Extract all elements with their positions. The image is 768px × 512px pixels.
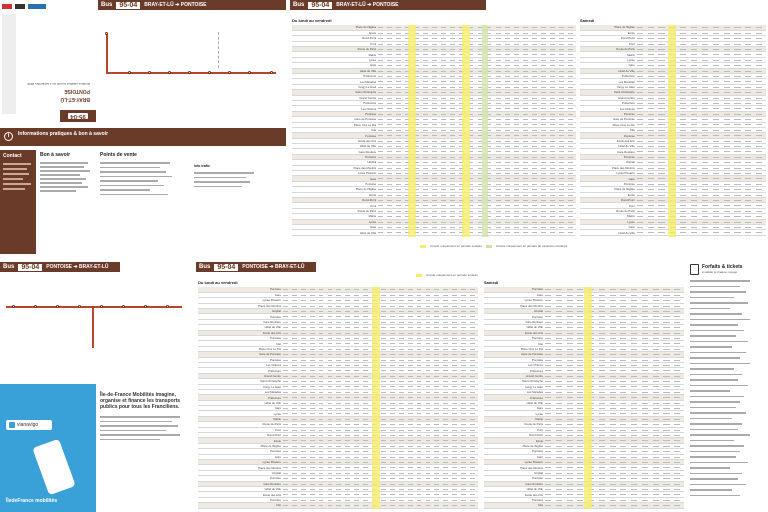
- stop-name: Lycée Pissarro: [198, 298, 282, 303]
- stop-name: Lycée: [484, 411, 544, 416]
- time-cell: [679, 230, 690, 235]
- stop-name: Gare: [198, 406, 282, 411]
- time-cell: [291, 503, 300, 508]
- cover-vertical-text: [2, 14, 16, 114]
- legend-holiday: Circule uniquement en période de vacances scolaires: [496, 244, 568, 248]
- phone-illustration: [32, 439, 75, 496]
- stop-name: Saint-Christophe: [292, 90, 377, 95]
- stop-name: Place Clos Le Roi: [198, 346, 282, 351]
- stop-name: Pontoise: [484, 314, 544, 319]
- timetable-header: [290, 0, 486, 10]
- stop-name: Hôpital: [484, 309, 544, 314]
- weekday-table: [292, 18, 576, 240]
- map-header: [98, 0, 286, 10]
- time-cell: [652, 503, 663, 508]
- time-cell: [531, 230, 540, 235]
- stop-name: Pont: [484, 427, 544, 432]
- bus-label: Bus: [293, 2, 305, 8]
- stop-name: Place des Moulins: [198, 465, 282, 470]
- time-cell: [433, 503, 442, 508]
- stop-name: Route de Paris: [484, 422, 544, 427]
- time-cell: [549, 230, 558, 235]
- stop-name: Pontoise: [580, 181, 636, 186]
- stop-name: Pontoise: [484, 336, 544, 341]
- forfaits-title: Forfaits & tickets: [702, 264, 743, 270]
- info-title-bar: [0, 128, 286, 146]
- stop-name: Rond-Point: [580, 198, 636, 203]
- stop-name: Lycée Pissarro: [198, 460, 282, 465]
- stop-name: Gare: [292, 176, 377, 181]
- stop-name: Gare: [580, 224, 636, 229]
- promo-blue-block: [0, 384, 96, 512]
- stop-name: Hôtel de Ville: [580, 144, 636, 149]
- stop-name: Pontoise: [484, 287, 544, 292]
- time-cell: [609, 503, 620, 508]
- time-cell: [630, 503, 641, 508]
- operator-logo: [2, 4, 12, 9]
- stop-name: Gare de Pontoise: [484, 352, 544, 357]
- stop-name: Hôtel de Ville: [484, 486, 544, 491]
- stop-name: Pontoise: [198, 314, 282, 319]
- time-cell: [442, 503, 451, 508]
- stop-name: Mairie: [292, 214, 377, 219]
- operator-logo: [15, 4, 25, 9]
- saturday-title: Samedi: [484, 280, 499, 285]
- stop-name: Place Clos Le Roi: [292, 122, 377, 127]
- time-cell: [309, 503, 318, 508]
- time-cell: [425, 503, 434, 508]
- stop-name: Place Clos Le Roi: [484, 346, 544, 351]
- points-title: Points de vente: [100, 152, 137, 158]
- time-cell: [300, 503, 309, 508]
- stop-name: Pontoise: [484, 449, 544, 454]
- stop-name: Ecole: [580, 30, 636, 35]
- stop-name: Lycée: [580, 219, 636, 224]
- forfaits-subtitle: à valider à chaque voyage: [702, 270, 738, 274]
- stop-name: Les Maradas: [198, 389, 282, 394]
- stop-name: Grand Centre: [292, 95, 377, 100]
- stop-name: Gare: [198, 454, 282, 459]
- time-cell: [380, 503, 389, 508]
- operator-logos: [2, 2, 52, 10]
- stop-name: Pontoise: [292, 111, 377, 116]
- time-cell: [567, 230, 576, 235]
- idfm-logo: ÎledeFrance mobilités: [6, 498, 58, 504]
- time-cell: [662, 503, 673, 508]
- weekday-table: [198, 280, 478, 510]
- stop-name: Hôtel de Ville: [198, 486, 282, 491]
- stop-name: Rond-Point: [484, 433, 544, 438]
- time-cell: [377, 230, 386, 235]
- weekday-title: Du lundi au vendredi: [292, 18, 332, 23]
- stop-name: Ecole des Arts: [198, 492, 282, 497]
- stop-name: Rond-Point: [198, 433, 282, 438]
- table-row: [292, 230, 576, 235]
- stop-name: Pontoise: [484, 497, 544, 502]
- table-row: [198, 503, 478, 508]
- stop-name: Pont: [198, 427, 282, 432]
- time-cell: [422, 230, 431, 235]
- stop-name: Grand Centre: [580, 95, 636, 100]
- stop-name: Préfecture: [292, 74, 377, 79]
- stop-name: Saint-Christophe: [484, 379, 544, 384]
- stop-name: Hôtel de Ville: [484, 400, 544, 405]
- stop-name: Préfecture: [580, 100, 636, 105]
- weekday-title: Du lundi au vendredi: [198, 280, 238, 285]
- time-cell: [673, 503, 684, 508]
- time-cell: [755, 230, 766, 235]
- line-badge: 95-04: [116, 2, 140, 9]
- stop-name: Pontoise: [580, 154, 636, 159]
- time-cell: [566, 503, 577, 508]
- time-cell: [712, 230, 723, 235]
- ticket-icon: [690, 264, 699, 275]
- operator-logo: [28, 4, 46, 9]
- stop-name: Place des Moulins: [580, 165, 636, 170]
- time-cell: [449, 230, 458, 235]
- stop-name: Grand Centre: [198, 373, 282, 378]
- stop-name: Grand Centre: [484, 373, 544, 378]
- time-cell: [469, 503, 478, 508]
- info-icon: i: [4, 132, 13, 141]
- stop-name: Pontoise: [198, 449, 282, 454]
- promo-panel: [0, 384, 190, 512]
- line-badge: 95-04: [308, 2, 332, 9]
- direction-label: BRAY-ET-LÛ ➔ PONTOISE: [144, 2, 207, 8]
- stop-name: Ecole: [292, 30, 377, 35]
- stop-name: Les Maradas: [484, 389, 544, 394]
- stop-name: Gare Routière: [484, 481, 544, 486]
- vianavigo-badge: [6, 420, 52, 430]
- time-cell: [407, 503, 416, 508]
- cover-line-badge: 95-04: [70, 113, 86, 119]
- stop-name: Pontoise: [198, 357, 282, 362]
- trafic-column: [194, 164, 284, 254]
- time-cell: [386, 230, 395, 235]
- stop-name: Pontoise: [580, 111, 636, 116]
- time-cell: [540, 230, 549, 235]
- time-cell: [657, 230, 668, 235]
- time-cell: [495, 230, 504, 235]
- points-column: [100, 152, 190, 252]
- direction-label: BRAY-ET-LÛ ➔ PONTOISE: [336, 2, 399, 8]
- stop-name: Mairie: [292, 52, 377, 57]
- stop-name: Place des Moulins: [198, 303, 282, 308]
- stop-name: Place des Moulins: [292, 165, 377, 170]
- stop-name: Préfecture: [484, 395, 544, 400]
- stop-name: Gare Routière: [198, 481, 282, 486]
- time-cell: [701, 230, 712, 235]
- stop-name: Place des Moulins: [484, 303, 544, 308]
- legend-school: Circule uniquement en période scolaire: [426, 273, 479, 277]
- stop-name: Gare: [484, 454, 544, 459]
- stop-name: Place de l'Eglise: [484, 443, 544, 448]
- legend-inbound: [416, 273, 478, 277]
- time-cell: [335, 503, 344, 508]
- contact-lines: [3, 163, 33, 190]
- weekday-timetable: [198, 287, 478, 509]
- stop-name: Route de Paris: [198, 422, 282, 427]
- stop-name: Ecole des Arts: [484, 492, 544, 497]
- time-cell: [690, 230, 701, 235]
- stop-name: Hôtel de Ville: [580, 230, 636, 235]
- time-cell: [647, 230, 658, 235]
- stop-name: Gare de Pontoise: [580, 117, 636, 122]
- map-panel-inbound: [0, 262, 190, 380]
- contact-title: Contact: [3, 153, 22, 159]
- timetable-header: [196, 262, 316, 272]
- stop-name: Lycée: [292, 57, 377, 62]
- stop-name: Pont: [292, 203, 377, 208]
- stop-name: Pont: [580, 203, 636, 208]
- stop-name: Pontoise: [484, 476, 544, 481]
- stop-name: Lycée: [580, 57, 636, 62]
- stop-name: Mairie: [580, 214, 636, 219]
- stop-name: Pontoise: [198, 497, 282, 502]
- stop-name: Hôpital: [198, 470, 282, 475]
- stop-name: Ecole des Arts: [484, 330, 544, 335]
- vianavigo-icon: [9, 422, 15, 428]
- time-cell: [744, 230, 755, 235]
- stop-name: Gare: [484, 292, 544, 297]
- stop-name: Lycée: [292, 219, 377, 224]
- stop-name: Pontoise: [484, 357, 544, 362]
- stop-name: Cergy Le Haut: [198, 384, 282, 389]
- stop-name: Rond-Point: [292, 198, 377, 203]
- stop-name: Place de l'Eglise: [580, 25, 636, 30]
- time-cell: [362, 503, 371, 508]
- saturday-table: [580, 18, 766, 240]
- cover-title-block: [18, 60, 94, 106]
- stop-name: Lycée: [198, 411, 282, 416]
- time-cell: [440, 230, 449, 235]
- contact-column: [0, 150, 36, 254]
- time-cell: [460, 503, 469, 508]
- cover-line-tab: [60, 110, 96, 122]
- bon-column: [40, 152, 96, 252]
- stop-name: Gare: [198, 292, 282, 297]
- stop-name: Saint-Christophe: [580, 90, 636, 95]
- stop-name: Préfecture: [292, 100, 377, 105]
- stop-name: Pontoise: [198, 336, 282, 341]
- stop-name: Place des Moulins: [484, 465, 544, 470]
- stop-name: Gare: [292, 224, 377, 229]
- time-cell: [619, 503, 630, 508]
- stop-name: Hôpital: [198, 309, 282, 314]
- stop-name: Lycée Pissarro: [484, 460, 544, 465]
- stop-name: Pontoise: [292, 181, 377, 186]
- time-cell: [641, 503, 652, 508]
- stop-name: Place de l'Eglise: [292, 187, 377, 192]
- time-cell: [723, 230, 734, 235]
- stop-name: Les Chênes: [484, 362, 544, 367]
- stop-name: Gare Routière: [198, 319, 282, 324]
- saturday-table: [484, 280, 684, 510]
- time-cell: [395, 230, 404, 235]
- stop-name: Pontoise: [198, 476, 282, 481]
- stop-name: Place Clos Le Roi: [580, 122, 636, 127]
- bus-label: Bus: [199, 264, 211, 270]
- cover-panel: [0, 0, 97, 124]
- stop-name: Pont: [580, 41, 636, 46]
- time-cell: [733, 230, 744, 235]
- stop-name: Place de l'Eglise: [198, 443, 282, 448]
- stop-name: Cité: [198, 503, 282, 508]
- bus-label: Bus: [101, 2, 113, 8]
- stop-name: Les Chênes: [198, 362, 282, 367]
- timetable-inbound-page: [196, 262, 768, 512]
- promo-text: [100, 392, 188, 440]
- stop-name: Lycée Pissarro: [484, 298, 544, 303]
- stop-name: Rond-Point: [292, 36, 377, 41]
- stop-name: Cité: [292, 127, 377, 132]
- stop-name: Hôpital: [484, 470, 544, 475]
- stop-name: Pont: [292, 41, 377, 46]
- time-cell: [598, 503, 609, 508]
- stop-name: Préfecture: [198, 395, 282, 400]
- stop-name: Route de Paris: [292, 208, 377, 213]
- stop-name: Place de l'Eglise: [580, 187, 636, 192]
- stop-name: Gare Routière: [580, 149, 636, 154]
- time-cell: [327, 503, 336, 508]
- time-cell: [522, 230, 531, 235]
- stop-name: Hôtel de Ville: [484, 325, 544, 330]
- stop-name: Préfecture: [198, 368, 282, 373]
- stop-name: Ecole des Arts: [580, 138, 636, 143]
- stop-name: Hôpital: [292, 160, 377, 165]
- time-cell: [544, 503, 555, 508]
- time-cell: [504, 230, 513, 235]
- stop-name: Cité: [484, 341, 544, 346]
- stop-name: Les Maradas: [292, 79, 377, 84]
- map-panel-outbound: [98, 0, 286, 124]
- stop-name: Gare: [292, 63, 377, 68]
- trafic-title: Info trafic: [194, 164, 210, 168]
- weekday-timetable: [292, 25, 576, 236]
- stop-name: Lycée Pissarro: [580, 171, 636, 176]
- route-map: [98, 12, 286, 122]
- bus-label: Bus: [3, 264, 15, 270]
- stop-name: Pontoise: [198, 287, 282, 292]
- stop-name: Ecole: [198, 438, 282, 443]
- line-badge: 95-04: [18, 264, 42, 271]
- stop-name: Hôtel de Ville: [292, 230, 377, 235]
- direction-label: PONTOISE ➔ BRAY-ET-LÛ: [242, 264, 305, 270]
- stop-name: Route de Paris: [292, 47, 377, 52]
- stop-name: Place de l'Eglise: [292, 25, 377, 30]
- stop-name: Ecole des Arts: [198, 330, 282, 335]
- stop-name: Rond-Point: [580, 36, 636, 41]
- time-cell: [416, 503, 425, 508]
- stop-name: Lycée Pissarro: [292, 171, 377, 176]
- stop-name: Hôtel de Ville: [198, 325, 282, 330]
- stop-name: Pontoise: [580, 133, 636, 138]
- stop-name: Gare: [580, 176, 636, 181]
- forfaits-panel: [690, 262, 768, 512]
- stop-name: Hôtel de Ville: [292, 144, 377, 149]
- stop-name: Pontoise: [292, 154, 377, 159]
- stop-name: Ecole des Arts: [292, 138, 377, 143]
- stop-name: Préfecture: [580, 74, 636, 79]
- stop-name: Ecole: [580, 192, 636, 197]
- cover-from: BRAY-ET-LÛ: [60, 96, 90, 102]
- stop-name: Cergy Le Haut: [484, 384, 544, 389]
- direction-label: PONTOISE ➔ BRAY-ET-LÛ: [46, 264, 109, 270]
- stop-name: Gare Routière: [292, 149, 377, 154]
- stop-name: Gare: [580, 63, 636, 68]
- timetable-outbound-page: [290, 0, 768, 256]
- stop-name: Route de Paris: [580, 47, 636, 52]
- time-cell: [318, 503, 327, 508]
- stop-name: Cergy Le Haut: [292, 84, 377, 89]
- time-cell: [558, 230, 567, 235]
- stop-name: Gare de Pontoise: [292, 117, 377, 122]
- stop-name: Préfecture: [484, 368, 544, 373]
- stop-name: Les Chênes: [292, 106, 377, 111]
- stop-name: Cité: [484, 503, 544, 508]
- time-cell: [344, 503, 353, 508]
- time-cell: [513, 230, 522, 235]
- stop-name: Ecole: [292, 192, 377, 197]
- stop-name: Hôtel de Ville: [580, 68, 636, 73]
- stop-name: Gare: [484, 406, 544, 411]
- bon-title: Bon à savoir: [40, 152, 71, 158]
- route-map: [0, 276, 190, 376]
- stop-name: Cergy Le Haut: [580, 84, 636, 89]
- time-cell: [451, 503, 460, 508]
- stop-name: Cité: [580, 127, 636, 132]
- cover-validity: Horaires valables à partir du 1 septembre 2023: [27, 82, 90, 86]
- saturday-title: Samedi: [580, 18, 595, 23]
- time-cell: [555, 503, 566, 508]
- stop-name: Hôtel de Ville: [198, 400, 282, 405]
- time-cell: [353, 503, 362, 508]
- stop-name: Hôtel de Ville: [292, 68, 377, 73]
- stop-name: Gare de Pontoise: [198, 352, 282, 357]
- cover-to: PONTOISE: [64, 88, 90, 94]
- stop-name: Saint-Christophe: [198, 379, 282, 384]
- time-cell: [282, 503, 291, 508]
- info-title: Informations pratiques & bon à savoir: [18, 131, 109, 137]
- vianavigo-label: vianavigo: [17, 422, 39, 428]
- legend-school: Circule uniquement en période scolaire: [430, 244, 483, 248]
- stop-name: Mairie: [198, 416, 282, 421]
- stop-name: Gare Routière: [484, 319, 544, 324]
- line-badge: 95-04: [214, 264, 238, 271]
- stop-name: Hôpital: [580, 160, 636, 165]
- stop-name: Les Chênes: [580, 106, 636, 111]
- time-cell: [389, 503, 398, 508]
- time-cell: [398, 503, 407, 508]
- time-cell: [431, 230, 440, 235]
- promo-headline: Île-de-France Mobilités imagine, organise et finance les transports publics pour tous les Franciliens.: [100, 392, 181, 410]
- stop-name: Les Maradas: [580, 79, 636, 84]
- map-header: [0, 262, 120, 272]
- info-panel: [0, 128, 286, 256]
- time-cell: [636, 230, 647, 235]
- stop-name: Mairie: [580, 52, 636, 57]
- stop-name: Pontoise: [292, 133, 377, 138]
- legend-outbound: [420, 244, 766, 248]
- stop-name: Route de Paris: [580, 208, 636, 213]
- stop-name: Mairie: [484, 416, 544, 421]
- stop-name: Cité: [198, 341, 282, 346]
- stop-name: Ecole: [484, 438, 544, 443]
